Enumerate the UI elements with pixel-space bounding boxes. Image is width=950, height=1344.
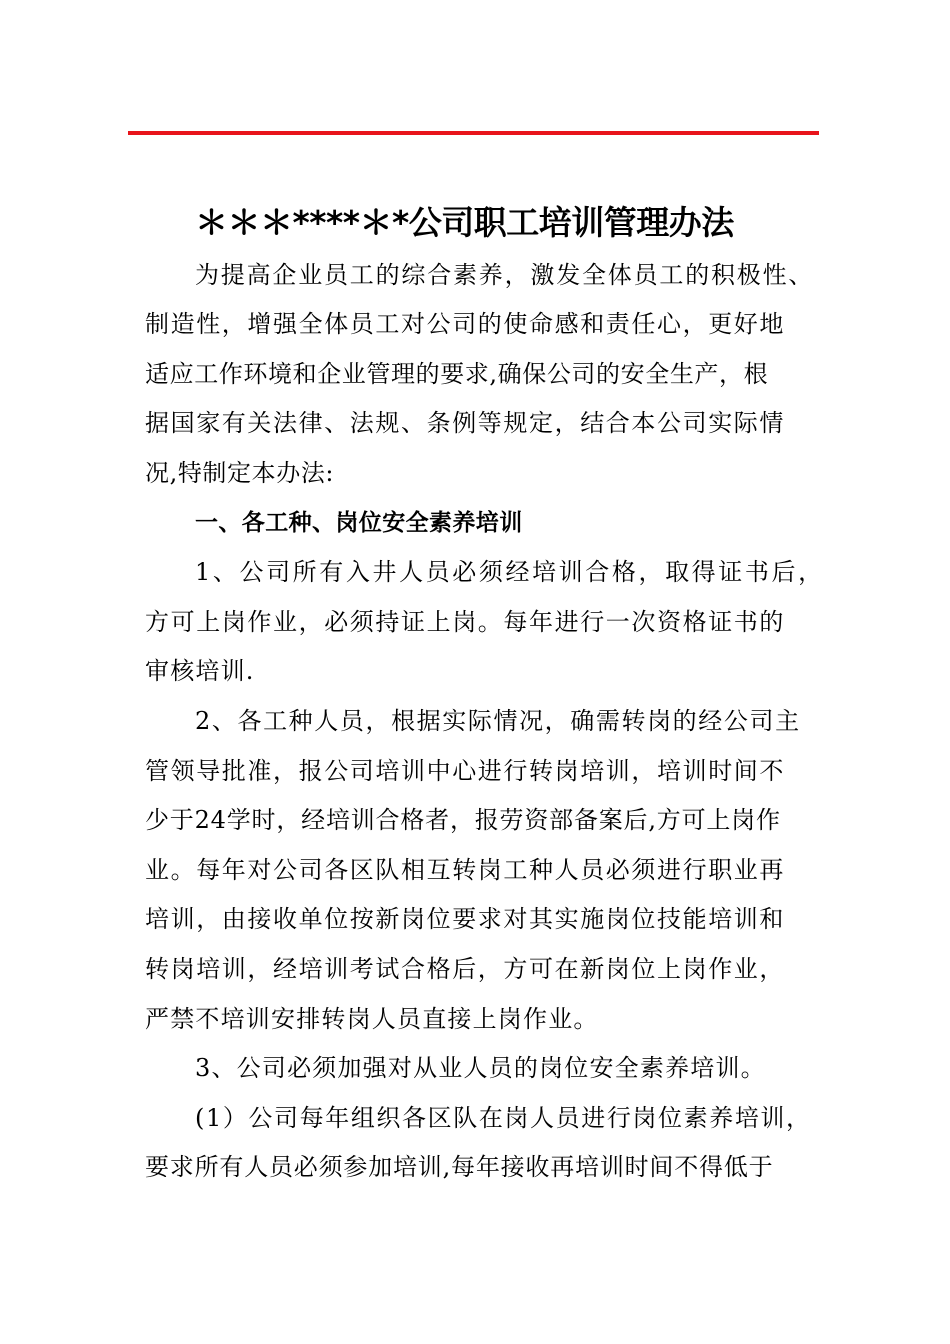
- paragraph-line: 转岗培训，经培训考试合格后，方可在新岗位上岗作业，: [145, 955, 785, 983]
- paragraph-line: 为提高企业员工的综合素养，激发全体员工的积极性、: [195, 261, 815, 289]
- paragraph-line: 3、公司必须加强对从业人员的岗位安全素养培训。: [195, 1054, 766, 1082]
- paragraph-line: 方可上岗作业，必须持证上岗。每年进行一次资格证书的: [145, 608, 785, 636]
- paragraph-line: (1）公司每年组织各区队在岗人员进行岗位素养培训，: [195, 1104, 812, 1132]
- paragraph-line: 况,特制定本办法:: [145, 459, 335, 487]
- paragraph-line: 制造性，增强全体员工对公司的使命感和责任心，更好地: [145, 310, 785, 338]
- document-title: ＊＊＊****＊*公司职工培训管理办法: [195, 203, 734, 242]
- header-red-rule: [128, 131, 819, 135]
- paragraph-line: 培训，由接收单位按新岗位要求对其实施岗位技能培训和: [145, 905, 785, 933]
- paragraph-line: 要求所有人员必须参加培训,每年接收再培训时间不得低于: [145, 1153, 774, 1181]
- paragraph-line: 严禁不培训安排转岗人员直接上岗作业。: [145, 1005, 599, 1033]
- paragraph-line: 业。每年对公司各区队相互转岗工种人员必须进行职业再: [145, 856, 785, 884]
- paragraph-line: 适应工作环境和企业管理的要求,确保公司的安全生产，根: [145, 360, 769, 388]
- paragraph-line: 少于24学时，经培训合格者，报劳资部备案后,方可上岗作: [145, 806, 781, 834]
- section-heading: 一、各工种、岗位安全素养培训: [195, 510, 523, 536]
- paragraph-line: 审核培训.: [145, 657, 255, 685]
- paragraph-line: 1、公司所有入井人员必须经培训合格，取得证书后，: [195, 558, 825, 586]
- paragraph-line: 据国家有关法律、法规、条例等规定，结合本公司实际情: [145, 409, 785, 437]
- paragraph-line: 管领导批准，报公司培训中心进行转岗培训，培训时间不: [145, 757, 785, 785]
- paragraph-line: 2、各工种人员，根据实际情况，确需转岗的经公司主: [195, 707, 801, 735]
